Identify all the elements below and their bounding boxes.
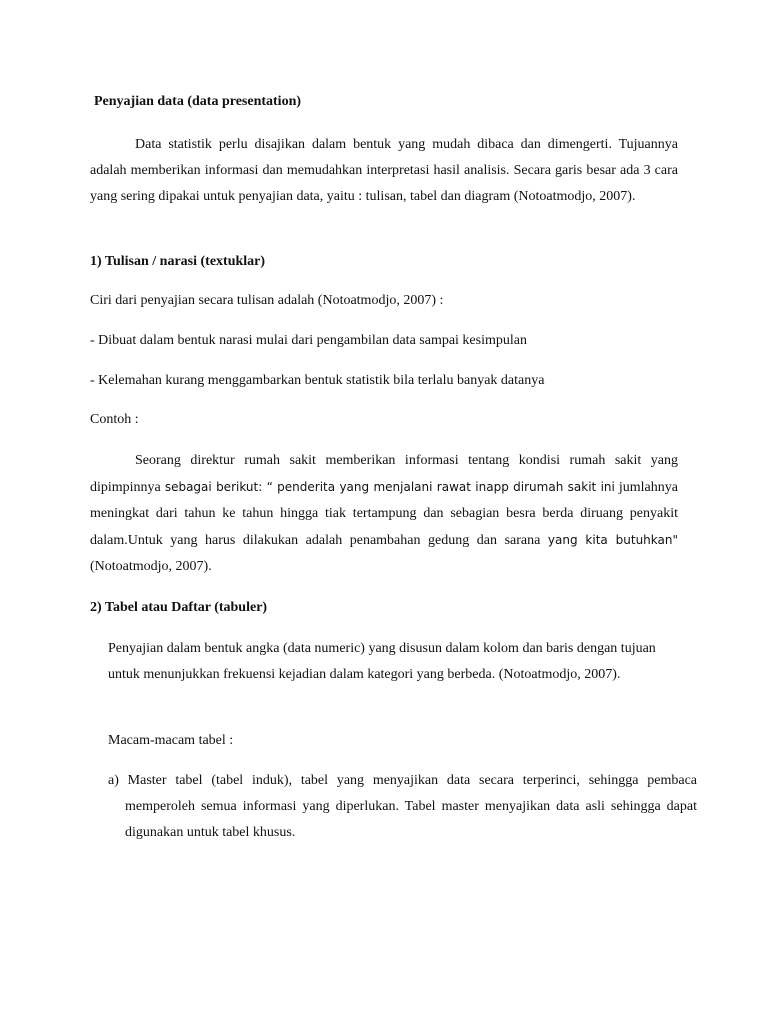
example-quote-text: sebagai berikut: “ penderita yang menjalani rawat inapp dirumah sakit ini	[164, 480, 615, 494]
example-citation: (Notoatmodjo, 2007).	[90, 559, 212, 574]
section1-lead: Ciri dari penyajian secara tulisan adalah (Notoatmodjo, 2007) :	[90, 293, 444, 308]
table-type-item-a: a) Master tabel (tabel induk), tabel yang menyajikan data secara terperinci, sehingga pembaca memperoleh semua informasi yang diperlukan. Tabel master menyajikan data asli sehingga dapat digunakan untuk tabel khusus.	[108, 773, 697, 840]
example-text-start: Seorang direktur rumah sakit memberikan informasi tentang kondisi rumah sakit yang dipimpinnya	[90, 453, 678, 495]
example-paragraph	[90, 448, 678, 580]
example-text-middle: jumlahnya meningkat dari tahun ke tahun hingga tiak tertampung dan sebagian besra berda diruang penyakit dalam.Untuk yang harus dilakukan adalah penambahan gedung dan sarana	[90, 480, 678, 548]
example-quote-end: yang kita butuhkan"	[547, 533, 678, 547]
section1-bullet-2: - Kelemahan kurang menggambarkan bentuk statistik bila terlalu banyak datanya	[90, 373, 545, 388]
intro-paragraph: Data statistik perlu disajikan dalam bentuk yang mudah dibaca dan dimengerti. Tujuannya adalah memberikan informasi dan memudahkan interpretasi hasil analisis. Secara garis besar ada 3 cara yang sering dipakai untuk penyajian data, yaitu : tulisan, tabel dan diagram (Notoatmodjo, 2007).	[90, 137, 678, 204]
example-label: Contoh :	[90, 412, 139, 427]
section1-heading: 1) Tulisan / narasi (textuklar)	[90, 254, 266, 269]
document-title: Penyajian data (data presentation)	[94, 94, 302, 109]
table-types-label: Macam-macam tabel :	[108, 733, 234, 748]
section2-paragraph: Penyajian dalam bentuk angka (data numeric) yang disusun dalam kolom dan baris dengan tujuan untuk menunjukkan frekuensi kejadian dalam kategori yang berbeda. (Notoatmodjo, 2007).	[108, 641, 656, 682]
section1-bullet-1: - Dibuat dalam bentuk narasi mulai dari pengambilan data sampai kesimpulan	[90, 333, 527, 348]
section2-heading: 2) Tabel atau Daftar (tabuler)	[90, 600, 268, 615]
